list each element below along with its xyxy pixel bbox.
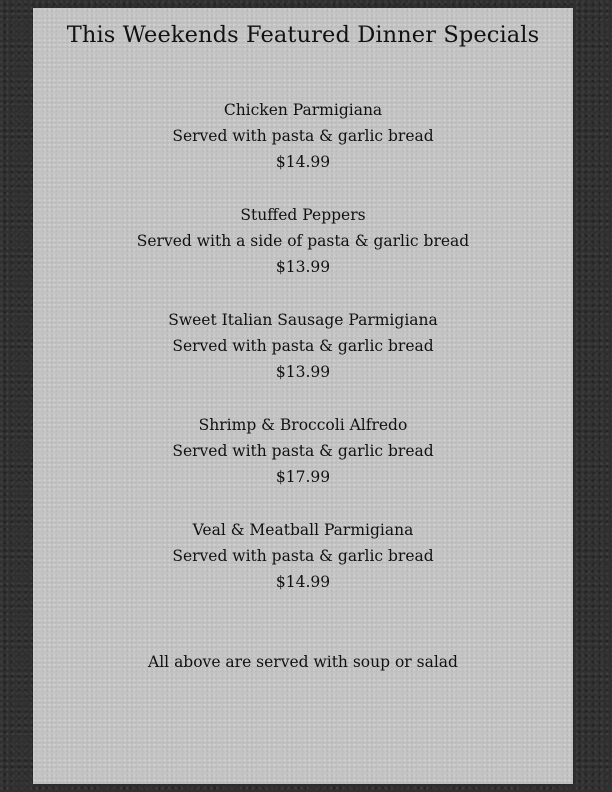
item-name: Veal & Meatball Parmigiana: [192, 521, 414, 539]
item-description: Served with pasta & garlic bread: [172, 547, 434, 565]
item-price: $13.99: [275, 258, 331, 276]
menu-item: [33, 307, 573, 412]
menu-item: [33, 202, 573, 307]
menu-item: [33, 97, 573, 202]
specials-list: [33, 97, 573, 622]
menu-item: [33, 517, 573, 622]
menu-item: [33, 412, 573, 517]
item-name: Sweet Italian Sausage Parmigiana: [168, 311, 438, 329]
item-name: Stuffed Peppers: [240, 206, 366, 224]
item-price: $17.99: [275, 468, 331, 486]
item-description: Served with pasta & garlic bread: [172, 442, 434, 460]
item-description: Served with pasta & garlic bread: [172, 127, 434, 145]
footer-note: All above are served with soup or salad: [148, 653, 458, 671]
item-price: $14.99: [275, 573, 331, 591]
menu-page: [33, 8, 573, 784]
item-description: Served with pasta & garlic bread: [172, 337, 434, 355]
item-description: Served with a side of pasta & garlic bread: [136, 232, 470, 250]
item-name: Chicken Parmigiana: [223, 101, 383, 119]
item-name: Shrimp & Broccoli Alfredo: [198, 416, 408, 434]
page-title: This Weekends Featured Dinner Specials: [66, 22, 540, 48]
item-price: $13.99: [275, 363, 331, 381]
item-price: $14.99: [275, 153, 331, 171]
